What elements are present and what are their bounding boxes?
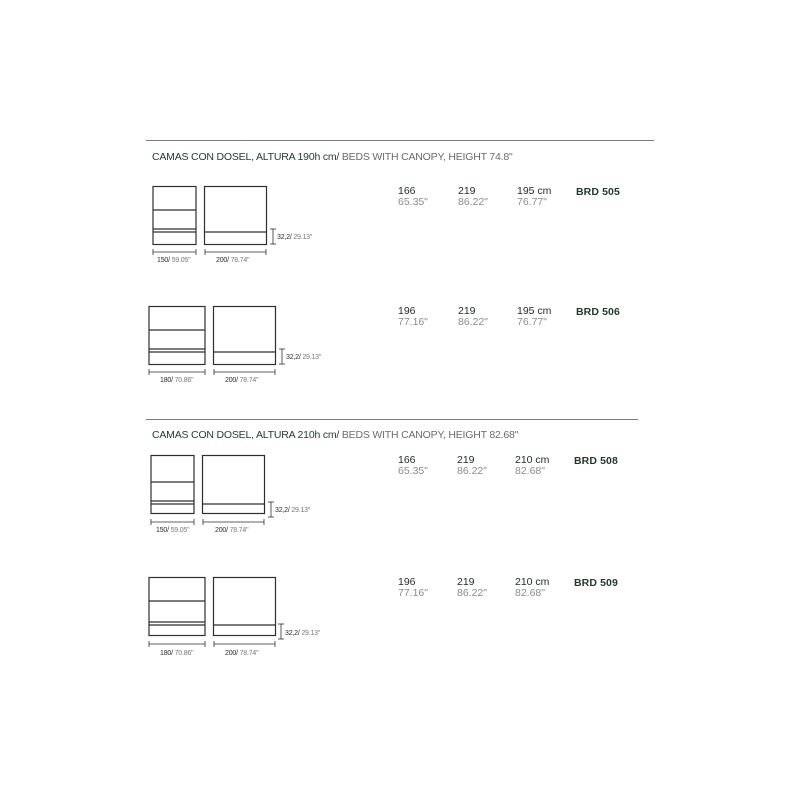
section-divider: [146, 140, 654, 141]
bed-side-view: [202, 455, 266, 517]
length-dimension: [202, 519, 266, 525]
spec-width: 196 77.16": [398, 305, 429, 328]
spec-width: 166 65.35": [398, 185, 429, 208]
heading-en: BEDS WITH CANOPY, HEIGHT 82.68": [339, 429, 519, 441]
spec-length: 219 86.22": [457, 576, 488, 599]
width-dimension: [148, 369, 206, 375]
heading-es: CAMAS CON DOSEL, ALTURA 190h cm/: [152, 151, 340, 163]
height-dimension: [270, 228, 276, 246]
product-code: BRD 509: [574, 577, 618, 589]
height-dimension: [279, 348, 285, 366]
bed-side-svg: [202, 455, 266, 517]
length-dimension: [204, 249, 268, 255]
bed-front-view: [148, 306, 206, 368]
bed-side-view: [204, 186, 268, 248]
canopy-frame: [151, 456, 194, 514]
canopy-frame: [149, 307, 205, 365]
length-dimension: [213, 641, 277, 647]
height-label: 32,2/ 29.13": [275, 507, 311, 514]
length-dimension: [213, 369, 277, 375]
width-label: 150/ 59.05": [156, 527, 190, 534]
canopy-frame-side: [214, 307, 276, 365]
spec-length: 219 86.22": [458, 185, 489, 208]
bed-side-svg: [213, 306, 277, 368]
bed-front-svg: [152, 186, 198, 248]
product-row: [0, 455, 800, 565]
spec-length: 219 86.22": [458, 305, 489, 328]
bed-side-svg: [204, 186, 268, 248]
length-label: 200/ 78.74": [225, 650, 259, 657]
length-label: 200/ 78.74": [215, 527, 249, 534]
canopy-frame-side: [214, 578, 276, 636]
canopy-frame-side: [205, 187, 267, 245]
spec-width: 166 65.35": [398, 454, 429, 477]
bed-front-svg: [148, 306, 206, 368]
spec-height: 195 cm 76.77": [517, 305, 552, 328]
length-label: 200/ 78.74": [225, 377, 259, 384]
height-label: 32,2/ 29.13": [286, 354, 322, 361]
product-row: [0, 577, 800, 687]
width-label: 150/ 59.05": [157, 257, 191, 264]
spec-height: 210 cm 82.68": [515, 454, 550, 477]
section-divider: [146, 419, 638, 420]
bed-front-view: [152, 186, 198, 248]
heading-es: CAMAS CON DOSEL, ALTURA 210h cm/: [152, 429, 340, 441]
section-heading: [152, 429, 518, 441]
height-dimension: [268, 501, 274, 519]
height-dimension: [278, 623, 284, 641]
bed-front-view: [148, 577, 206, 639]
product-code: BRD 505: [576, 186, 620, 198]
width-label: 180/ 70.86": [160, 377, 194, 384]
product-code: BRD 508: [574, 455, 618, 467]
product-code: BRD 506: [576, 306, 620, 318]
spec-length: 219 86.22": [457, 454, 488, 477]
heading-en: BEDS WITH CANOPY, HEIGHT 74.8": [339, 151, 513, 163]
product-row: [0, 186, 800, 296]
bed-front-svg: [150, 455, 196, 517]
spec-height: 195 cm 76.77": [517, 185, 552, 208]
width-dimension: [150, 519, 196, 525]
bed-front-view: [150, 455, 196, 517]
canopy-frame: [149, 578, 205, 636]
product-row: [0, 306, 800, 416]
width-dimension: [148, 641, 206, 647]
height-label: 32,2/ 29.13": [277, 234, 313, 241]
canopy-frame-side: [203, 456, 265, 514]
length-label: 200/ 78.74": [216, 257, 250, 264]
width-dimension: [152, 249, 198, 255]
spec-height: 210 cm 82.68": [515, 576, 550, 599]
bed-front-svg: [148, 577, 206, 639]
canopy-frame: [153, 187, 196, 245]
spec-width: 196 77.16": [398, 576, 429, 599]
bed-side-view: [213, 306, 277, 368]
section-heading: [152, 151, 513, 163]
bed-side-svg: [213, 577, 277, 639]
width-label: 180/ 70.86": [160, 650, 194, 657]
height-label: 32,2/ 29.13": [285, 630, 321, 637]
bed-side-view: [213, 577, 277, 639]
